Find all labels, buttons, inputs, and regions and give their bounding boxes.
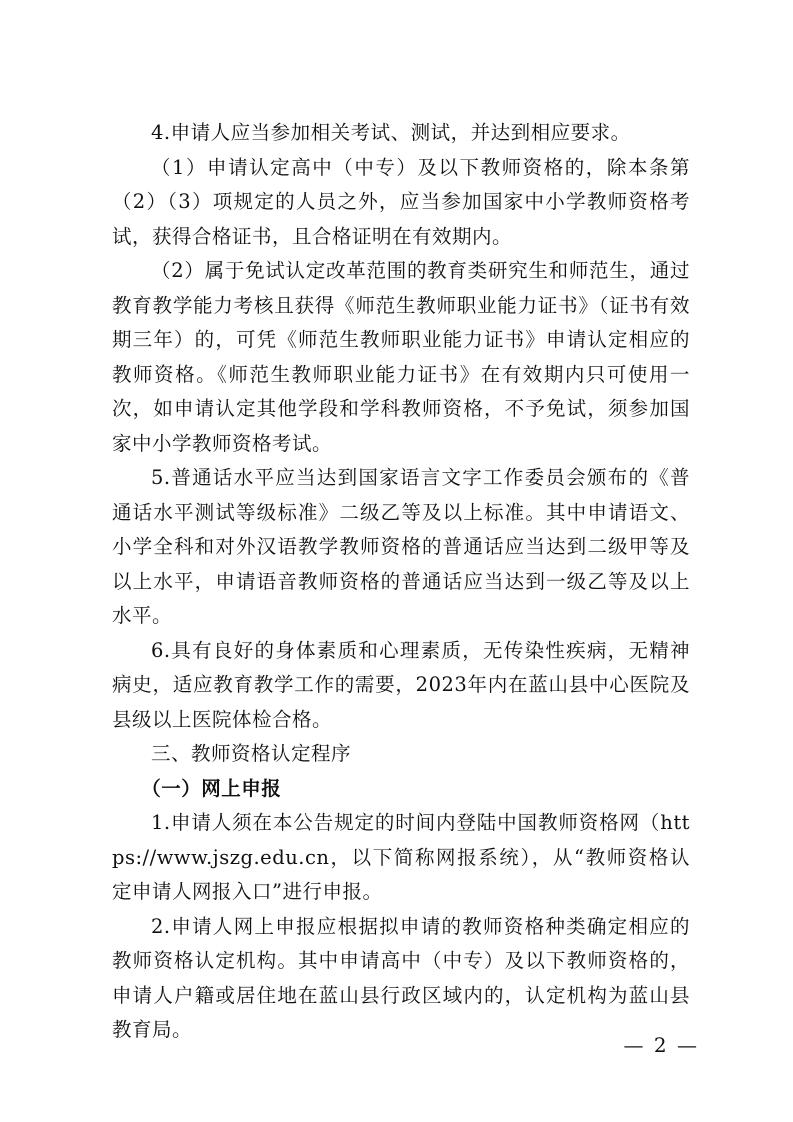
document-body: [112, 116, 690, 1048]
paragraph-requirement-4-2: （2）属于免试认定改革范围的教育类研究生和师范生，通过教育教学能力考核且获得《师范生教师职业能力证书》（证书有效期三年）的，可凭《师范生教师职业能力证书》申请认定相应的教师资格。《师范生教师职业能力证书》在有效期内只可使用一次，如申请认定其他学段和学科教师资格，不予免试，须参加国家中小学教师资格考试。: [112, 259, 690, 455]
paragraph-requirement-4: 4.申请人应当参加相关考试、测试，并达到相应要求。: [151, 121, 631, 144]
paragraph-procedure-2: 2.申请人网上申报应根据拟申请的教师资格种类确定相应的教师资格认定机构。其中申请高中（中专）及以下教师资格的，申请人户籍或居住地在蓝山县行政区域内的，认定机构为蓝山县教育局。: [112, 914, 690, 1041]
page-number: — 2 —: [623, 1033, 699, 1057]
paragraph-requirement-4-1: （1）申请认定高中（中专）及以下教师资格的，除本条第（2）（3）项规定的人员之外，应当参加国家中小学教师资格考试，获得合格证书，且合格证明在有效期内。: [112, 155, 690, 248]
subsection-heading: （一）网上申报: [141, 776, 282, 800]
paragraph-requirement-6: 6.具有良好的身体素质和心理素质，无传染性疾病，无精神病史，适应教育教学工作的需要，2023年内在蓝山县中心医院及县级以上医院体检合格。: [112, 638, 690, 731]
section-heading: 三、教师资格认定程序: [151, 742, 352, 765]
paragraph-requirement-5: 5.普通话水平应当达到国家语言文字工作委员会颁布的《普通话水平测试等级标准》二级乙等及以上标准。其中申请语文、小学全科和对外汉语教学教师资格的普通话应当达到二级甲等及以上水平，申请语音教师资格的普通话应当达到一级乙等及以上水平。: [112, 466, 690, 627]
paragraph-procedure-1: 1.申请人须在本公告规定的时间内登陆中国教师资格网（https://www.jszg.edu.cn，以下简称网报系统），从“教师资格认定申请人网报入口”进行申报。: [112, 811, 690, 903]
